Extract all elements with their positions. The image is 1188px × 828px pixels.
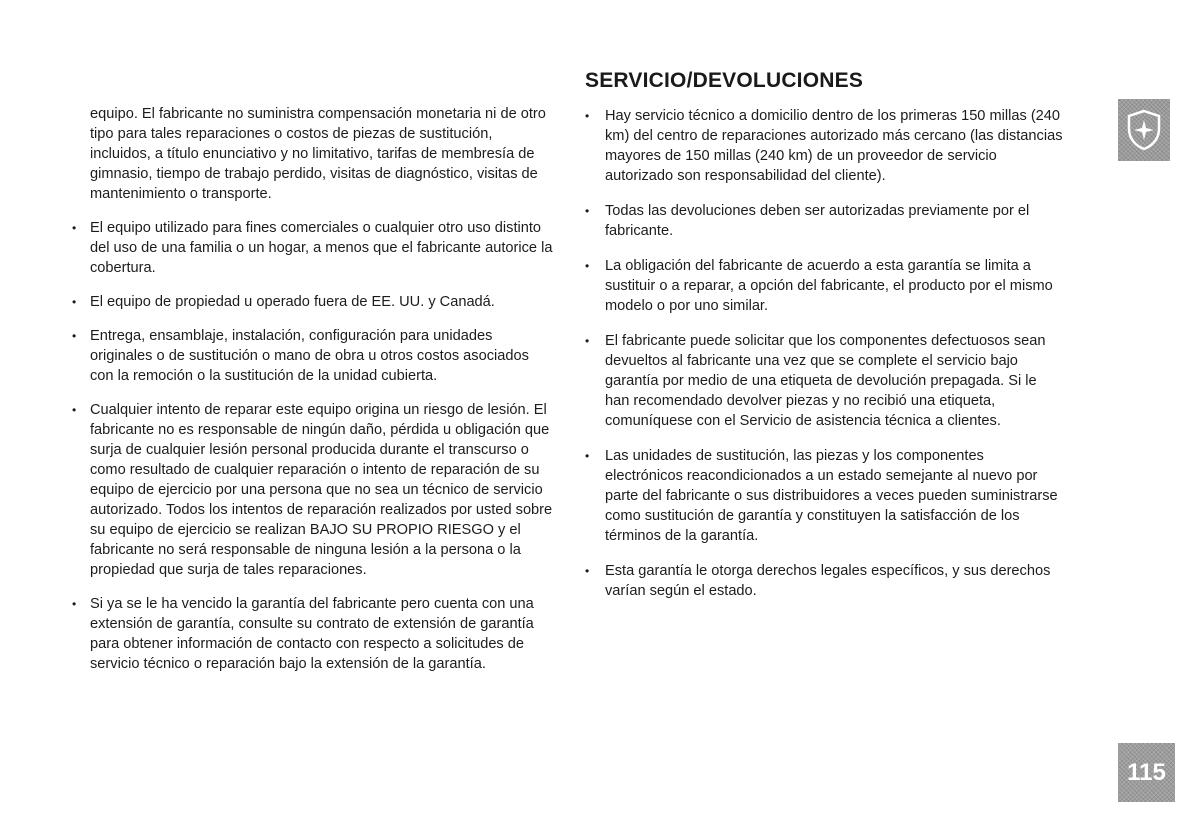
list-item: • El equipo utilizado para fines comerciales o cualquier otro uso distinto del uso de una familia o un hogar, a menos que el fabricante autorice la cobertura. [72, 218, 556, 278]
service-returns-list [585, 106, 1063, 601]
right-column [585, 69, 1063, 616]
list-item: • Entrega, ensamblaje, instalación, configuración para unidades originales o de sustitución o mano de obra u otros costos asociados con la remoción o la sustitución de la unidad cubierta. [72, 326, 556, 386]
list-item: • Todas las devoluciones deben ser autorizadas previamente por el fabricante. [585, 201, 1063, 241]
list-item: • Esta garantía le otorga derechos legales específicos, y sus derechos varían según el estado. [585, 561, 1063, 601]
list-item: • Las unidades de sustitución, las piezas y los componentes electrónicos reacondicionados a un estado semejante al nuevo por parte del fabricante o sus distribuidores a veces pueden suministrarse como sustitución de garantía y constituyen la satisfacción de los términos de la garantía. [585, 446, 1063, 546]
left-column [72, 104, 556, 688]
exclusions-list [72, 218, 556, 674]
intro-paragraph: equipo. El fabricante no suministra compensación monetaria ni de otro tipo para tales reparaciones o costos de piezas de sustitución, incluidos, a título enunciativo y no limitativo, tarifas de membresía de gimnasio, tiempo de trabajo perdido, visitas de diagnóstico, visitas de mantenimiento o transporte. [90, 106, 546, 202]
section-heading: SERVICIO/DEVOLUCIONES [585, 69, 864, 92]
warranty-section-tab [1118, 99, 1170, 161]
list-item: • Hay servicio técnico a domicilio dentro de los primeras 150 millas (240 km) del centro de reparaciones autorizado más cercano (las distancias mayores de 150 millas (240 km) de un proveedor de servicio autorizado son responsabilidad del cliente). [585, 106, 1063, 186]
page-number: 115 [1118, 743, 1175, 802]
list-item: • Cualquier intento de reparar este equipo origina un riesgo de lesión. El fabricante no es responsable de ningún daño, pérdida u obligación que surja de cualquier lesión personal producida durante el transcurso o como resultado de cualquier reparación o intento de reparación de su equipo de ejercicio por una persona que no sea un técnico de servicio autorizado. Todos los intentos de reparación realizados por usted sobre su equipo de ejercicio se realizan BAJO SU PROPIO RIESGO y el fabricante no será responsable de ninguna lesión a la persona o la propiedad que surja de tales reparaciones. [72, 400, 556, 580]
list-item: • El equipo de propiedad u operado fuera de EE. UU. y Canadá. [72, 292, 556, 312]
list-item: • Si ya se le ha vencido la garantía del fabricante pero cuenta con una extensión de garantía, consulte su contrato de extensión de garantía para obtener información de contacto con respecto a solicitudes de servicio técnico o reparación bajo la extensión de la garantía. [72, 594, 556, 674]
list-item: • El fabricante puede solicitar que los componentes defectuosos sean devueltos al fabricante una vez que se complete el servicio bajo garantía por medio de una etiqueta de devolución prepagada. Si le han recomendado devolver piezas y no recibió una etiqueta, comuníquese con el Servicio de asistencia técnica a clientes. [585, 331, 1063, 431]
shield-cross-icon [1126, 109, 1162, 151]
list-item: • La obligación del fabricante de acuerdo a esta garantía se limita a sustituir o a reparar, a opción del fabricante, el producto por el mismo modelo o por uno similar. [585, 256, 1063, 316]
